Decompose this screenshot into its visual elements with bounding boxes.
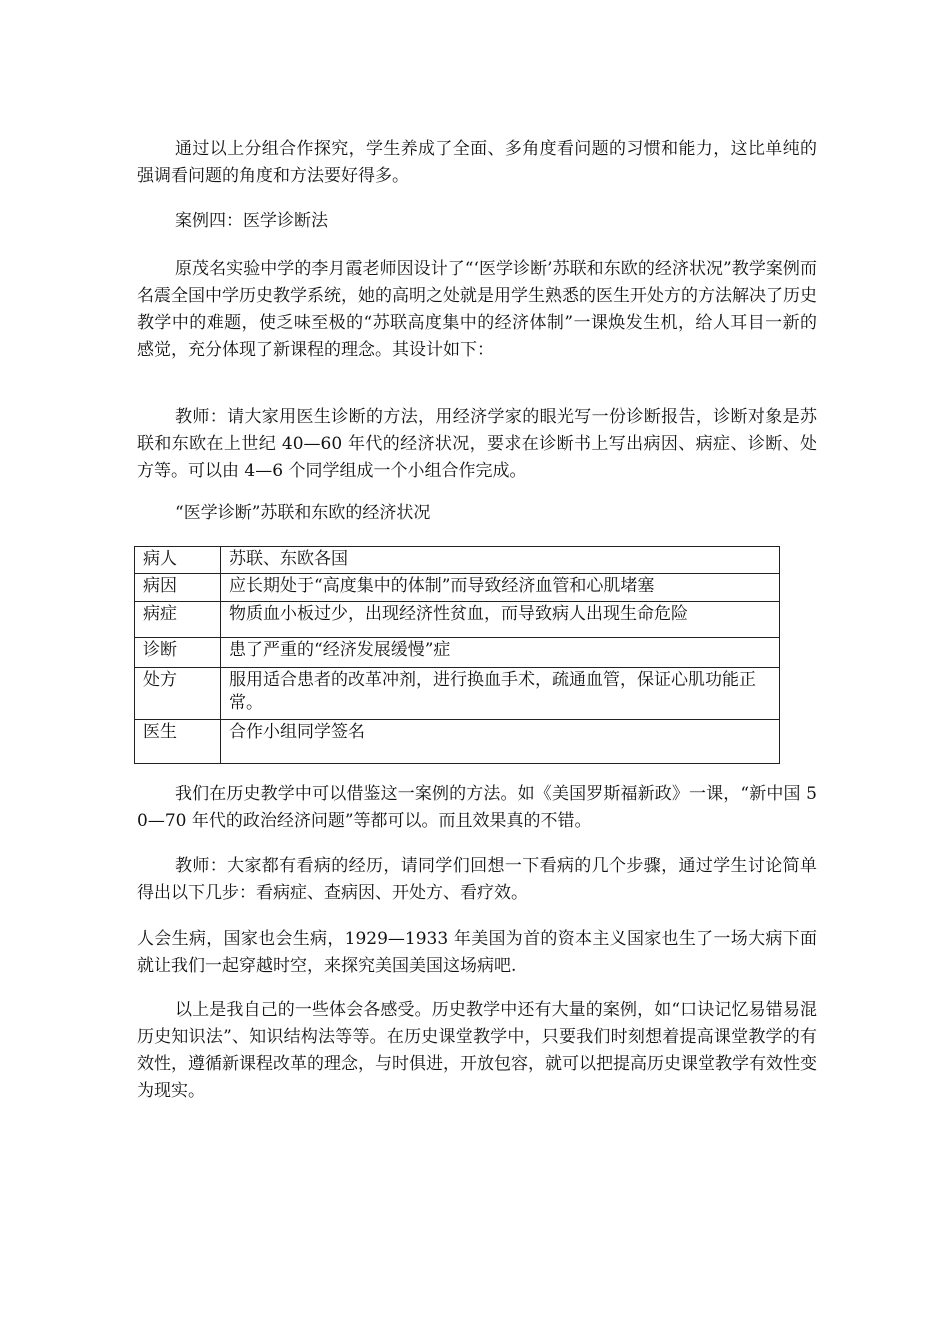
table-row-label: 病症 — [135, 602, 221, 638]
paragraph-reference: 我们在历史教学中可以借鉴这一案例的方法。如《美国罗斯福新政》一课，“新中国 50—70 年代的政治经济问题”等都可以。而且效果真的不错。 — [137, 784, 817, 831]
paragraph-teacher-discussion: 教师：大家都有看病的经历，请同学们回想一下看病的几个步骤，通过学生讨论简单得出以下几步：看病症、查病因、开处方、看疗效。 — [137, 856, 817, 903]
table-row — [135, 602, 780, 638]
paragraph-history-intro: 人会生病，国家也会生病，1929—1933 年美国为首的资本主义国家也生了一场大病下面就让我们一起穿越时空，来探究美国美国这场病吧. — [137, 929, 817, 976]
table-caption: “医学诊断”苏联和东欧的经济状况 — [175, 503, 431, 523]
paragraph-case-intro: 原茂名实验中学的李月霞老师因设计了“‘医学诊断’苏联和东欧的经济状况”教学案例而名震全国中学历史教学系统，她的高明之处就是用学生熟悉的医生开处方的方法解决了历史教学中的难题，使乏味至极的“苏联高度集中的经济体制”一课焕发生机，给人耳目一新的感觉，充分体现了新课程的理念。其设计如下： — [137, 259, 817, 360]
paragraph-conclusion: 以上是我自己的一些体会各感受。历史教学中还有大量的案例，如“口诀记忆易错易混历史知识法”、知识结构法等等。在历史课堂教学中，只要我们时刻想着提高课堂教学的有效性，遵循新课程改革的理念，与时俱进，开放包容，就可以把提高历史课堂教学有效性变为现实。 — [137, 1000, 817, 1101]
paragraph-summary: 通过以上分组合作探究，学生养成了全面、多角度看问题的习惯和能力，这比单纯的强调看问题的角度和方法要好得多。 — [137, 139, 817, 186]
paragraph-teacher-instruction: 教师：请大家用医生诊断的方法，用经济学家的眼光写一份诊断报告，诊断对象是苏联和东欧在上世纪 40—60 年代的经济状况，要求在诊断书上写出病因、病症、诊断、处方等。可以由 4—6 个同学组成一个小组合作完成。 — [137, 407, 817, 481]
table-row-value: 应长期处于“高度集中的体制”而导致经济血管和心肌堵塞 — [221, 574, 780, 602]
table-row — [135, 547, 780, 574]
table-row-value: 服用适合患者的改革冲剂，进行换血手术，疏通血管，保证心肌功能正常。 — [221, 668, 780, 720]
table-row-value: 苏联、东欧各国 — [221, 547, 780, 574]
table-row-value: 物质血小板过少，出现经济性贫血，而导致病人出现生命危险 — [221, 602, 780, 638]
diagnosis-table — [134, 546, 780, 764]
table-row-label: 医生 — [135, 720, 221, 764]
table-row — [135, 720, 780, 764]
case-heading: 案例四：医学诊断法 — [175, 211, 328, 231]
table-row-label: 病人 — [135, 547, 221, 574]
table-row-label: 处方 — [135, 668, 221, 720]
table-row-label: 诊断 — [135, 638, 221, 668]
table-row-value: 患了严重的“经济发展缓慢”症 — [221, 638, 780, 668]
table-row-label: 病因 — [135, 574, 221, 602]
table-row — [135, 638, 780, 668]
table-row — [135, 574, 780, 602]
table-row — [135, 668, 780, 720]
table-row-value: 合作小组同学签名 — [221, 720, 780, 764]
